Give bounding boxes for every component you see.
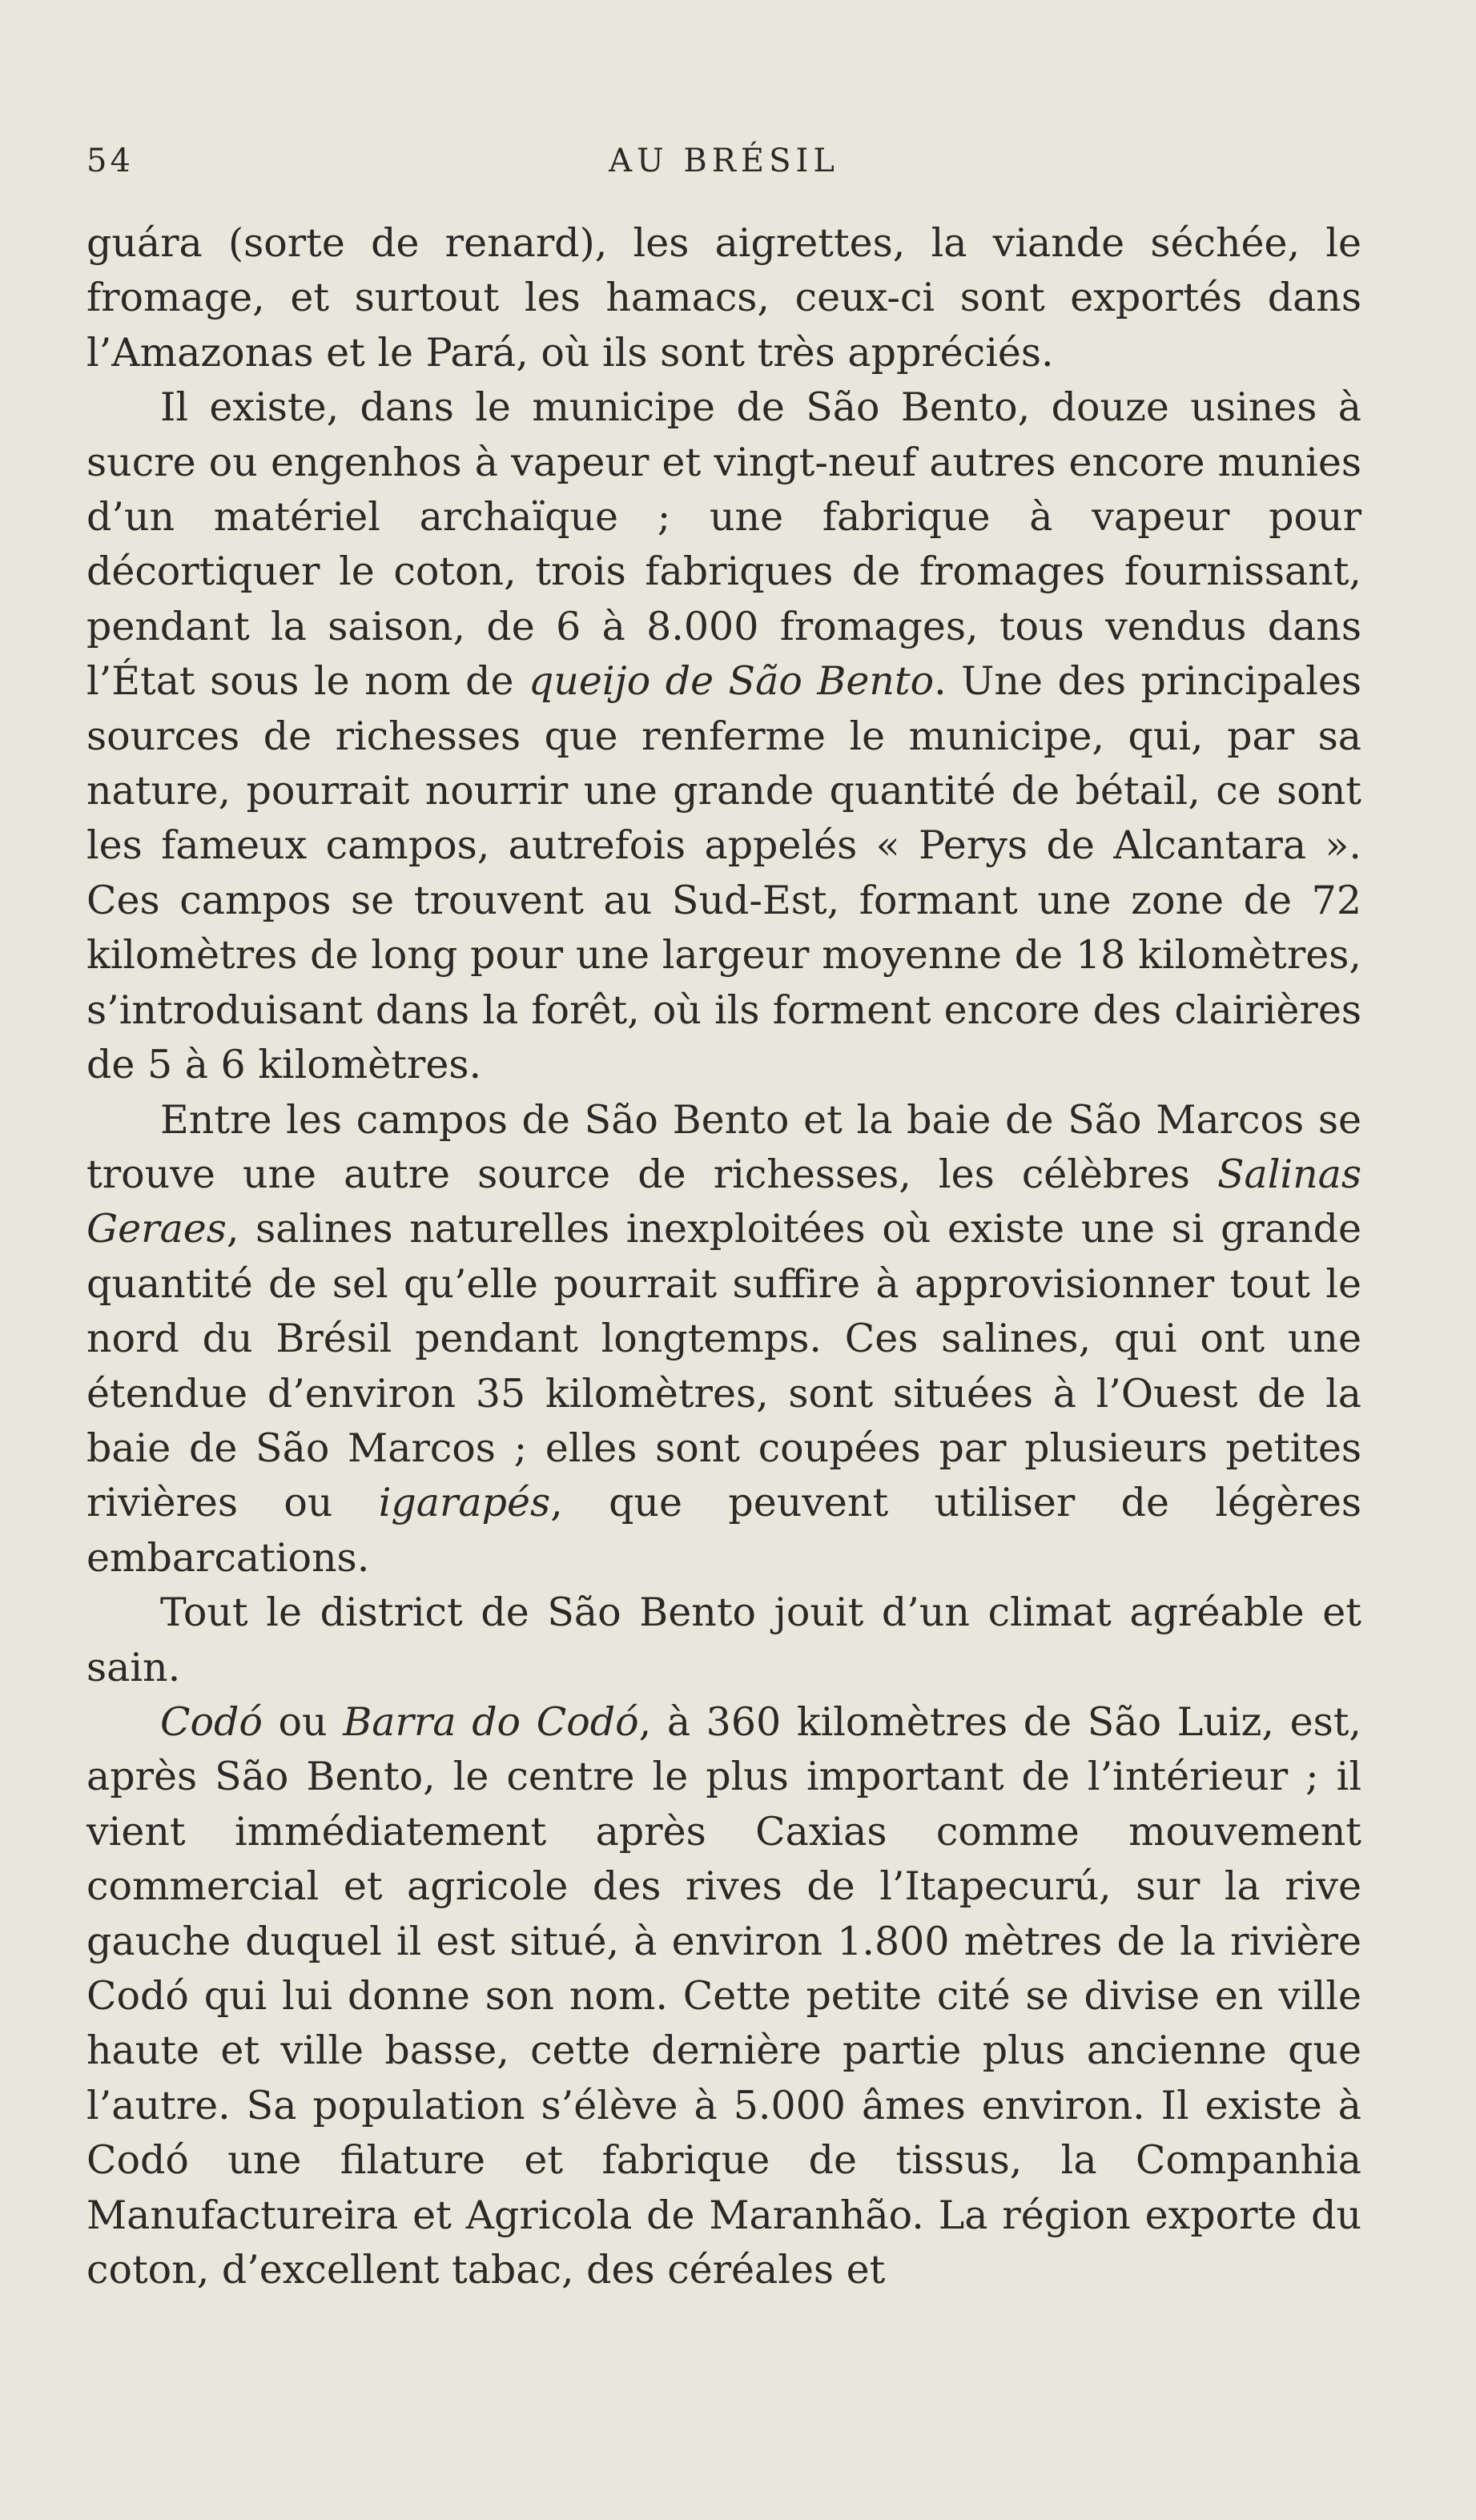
- italic-term: Barra do Codó: [343, 1698, 639, 1745]
- paragraph-2: [86, 380, 1361, 1092]
- text-segment: , salines naturelles inexploitées où existe une si grande quantité de sel qu’elle pourrait suffire à approvisionner tout le nord du Brésil pendant longtemps. Ces salines, qui ont une étendue d’environ 35 kilomètres, sont situées à l’Ouest de la baie de São Marcos ; elles sont coupées par plusieurs petites rivières ou: [86, 1206, 1361, 1526]
- text-segment: . Une des principales sources de richesses que renferme le municipe, qui, par sa nature, pourrait nourrir une grande quantité de bétail, ce sont les fameux campos, autrefois appelés « Perys de Alcantara ». Ces campos se trouvent au Sud-Est, formant une zone de 72 kilomètres de long pour une largeur moyenne de 18 kilomètres, s’introduisant dans la forêt, où ils forment encore des clairières de 5 à 6 kilomètres.: [86, 658, 1361, 1088]
- body-text: [86, 216, 1361, 2297]
- text-segment: ou: [262, 1698, 344, 1745]
- text-segment: , à 360 kilomètres de São Luiz, est, après São Bento, le centre le plus important de l’intérieur ; il vient immédiatement après Caxias comme mouvement commercial et agricole des rives de l’Itapecurú, sur la rive gauche duquel il est situé, à environ 1.800 mètres de la rivière Codó qui lui donne son nom. Cette petite cité se divise en ville haute et ville basse, cette dernière partie plus ancienne que l’autre. Sa population s’élève à 5.000 âmes environ. Il existe à Codó une filature et fabrique de tissus, la Companhia Manufactureira et Agricola de Maranhão. La région exporte du coton, d’excellent tabac, des céréales et: [86, 1698, 1361, 2293]
- text-segment: Entre les campos de São Bento et la baie de São Marcos se trouve une autre source de richesses, les célèbres: [86, 1096, 1361, 1197]
- text-segment: guára (sorte de renard), les aigrettes, la viande séchée, le fromage, et surtout les hamacs, ceux-ci sont exportés dans l’Amazonas et le Pará, où ils sont très appréciés.: [86, 220, 1361, 376]
- italic-term: Salinas Geraes: [86, 1151, 1361, 1252]
- paragraph-1: [86, 216, 1361, 380]
- italic-term: queijo de São Bento: [528, 658, 935, 705]
- page-header: [86, 143, 1361, 183]
- running-title: AU BRÉSIL: [609, 143, 839, 179]
- text-segment: , que peuvent utiliser de légères embarcations.: [86, 1480, 1361, 1581]
- paragraph-5: [86, 1695, 1361, 2297]
- paragraph-3: [86, 1093, 1361, 1586]
- italic-term: Codó: [160, 1698, 263, 1745]
- page-number: 54: [86, 143, 134, 179]
- text-segment: Il existe, dans le municipe de São Bento, douze usines à sucre ou engenhos à vapeur et vingt-neuf autres encore munies d’un matériel archaïque ; une fabrique à vapeur pour décortiquer le coton, trois fabriques de fromages fournissant, pendant la saison, de 6 à 8.000 fromages, tous vendus dans l’État sous le nom de: [86, 384, 1361, 705]
- text-segment: Tout le district de São Bento jouit d’un climat agréable et sain.: [86, 1590, 1361, 1690]
- italic-term: igarapés: [378, 1480, 551, 1526]
- paragraph-4: [86, 1586, 1361, 1695]
